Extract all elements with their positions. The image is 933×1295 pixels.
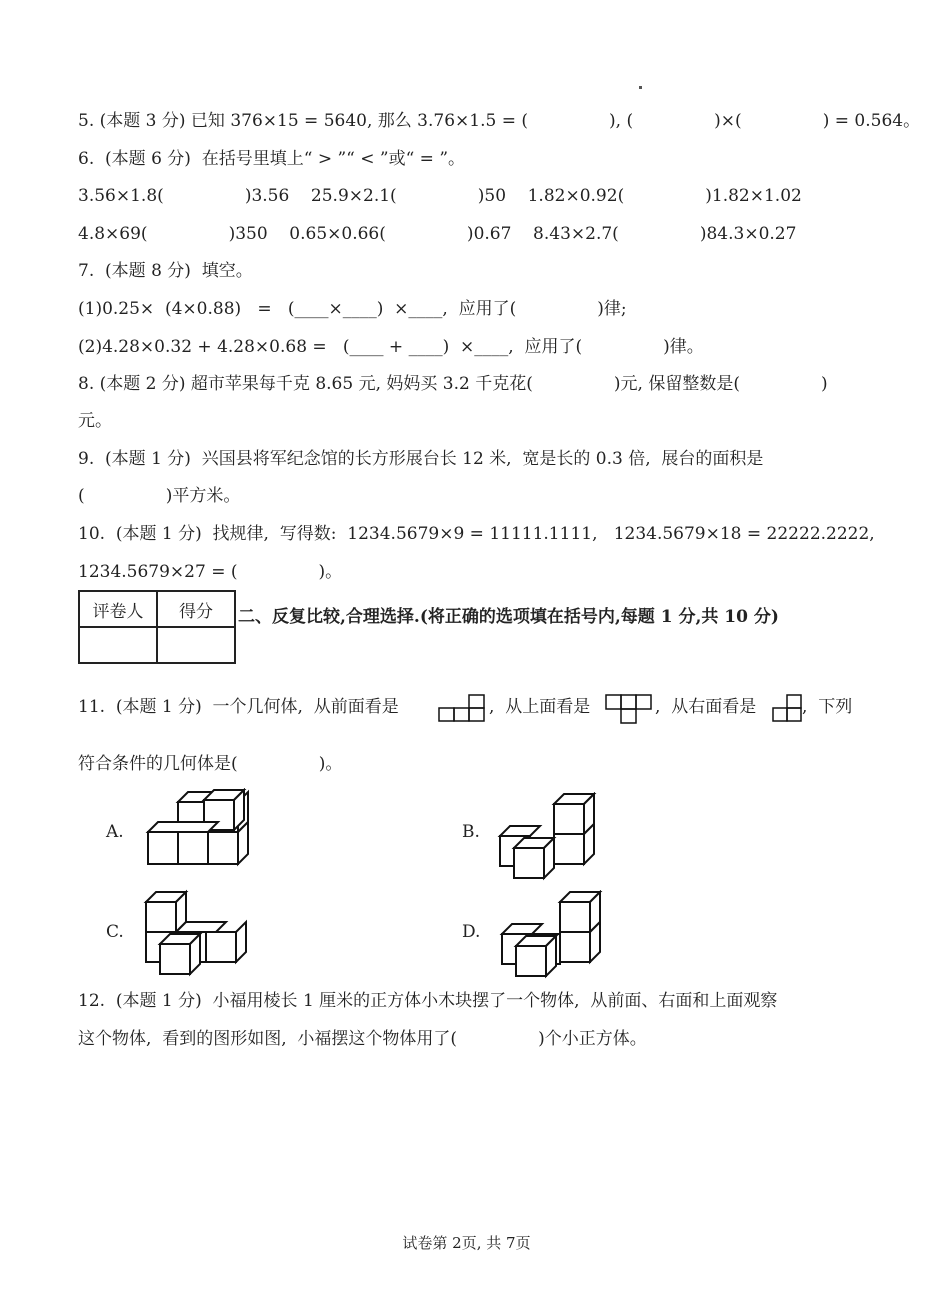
q11-text4: , 下列 (802, 697, 853, 717)
q11-text2: , 从上面看是 (489, 697, 591, 717)
q9-line1: 9. (本题 1 分) 兴国县将军纪念馆的长方形展台长 12 米, 宽是长的 0.3 倍, 展台的面积是 (78, 449, 764, 469)
option-d-label: D. (462, 922, 481, 942)
q12-line2: 这个物体, 看到的图形如图, 小福摆这个物体用了( )个小正方体。 (78, 1029, 647, 1049)
option-b-label: B. (462, 822, 480, 842)
option-b-figure (494, 792, 604, 884)
q11-text1: 11. (本题 1 分) 一个几何体, 从前面看是 (78, 697, 399, 717)
q10-line1: 10. (本题 1 分) 找规律, 写得数: 1234.5679×9 = 11111.1111, 1234.5679×18 = 22222.2222, (78, 524, 875, 544)
grader-header: 评卷人 (79, 591, 157, 627)
q6-title: 6. (本题 6 分) 在括号里填上“ > ”“ < ”或“ = ”。 (78, 149, 466, 169)
grader-cell (79, 627, 157, 663)
q11-text3: , 从右面看是 (655, 697, 757, 717)
page-footer: 试卷第 2页, 共 7页 (402, 1234, 531, 1252)
section-title: 二、反复比较,合理选择.(将正确的选项填在括号内,每题 1 分,共 10 分) (238, 607, 779, 627)
q11-line2: 符合条件的几何体是( )。 (78, 754, 343, 774)
q7-part1: (1)0.25× (4×0.88) = (____×____) ×____, 应用了( )律; (78, 299, 627, 319)
score-cell (157, 627, 235, 663)
front-view-figure (438, 693, 488, 723)
option-c-label: C. (106, 922, 124, 942)
score-table (78, 590, 236, 664)
q9-line2: ( )平方米。 (78, 486, 241, 506)
right-view-figure (772, 693, 804, 723)
option-a-figure (140, 788, 265, 870)
q8-line1: 8. (本题 2 分) 超市苹果每千克 8.65 元, 妈妈买 3.2 千克花( )元, 保留整数是( ) (78, 374, 828, 394)
q12-line1: 12. (本题 1 分) 小福用棱长 1 厘米的正方体小木块摆了一个物体, 从前面、右面和上面观察 (78, 991, 778, 1011)
q6-row1: 3.56×1.8( )3.56 25.9×2.1( )50 1.82×0.92( )1.82×1.02 (78, 186, 802, 206)
top-view-figure (605, 693, 655, 727)
q10-line2: 1234.5679×27 = ( )。 (78, 562, 343, 582)
q7-part2: (2)4.28×0.32 + 4.28×0.68 = (____ + ____) ×____, 应用了( )律。 (78, 337, 704, 357)
q7-title: 7. (本题 8 分) 填空。 (78, 261, 253, 281)
speck (639, 86, 642, 89)
q8-line2: 元。 (78, 411, 112, 431)
q5-line: 5. (本题 3 分) 已知 376×15 = 5640, 那么 3.76×1.5 = ( ), ( )×( ) = 0.564。 (78, 111, 921, 131)
option-c-figure (140, 888, 250, 980)
score-header: 得分 (157, 591, 235, 627)
option-a-label: A. (106, 822, 124, 842)
option-d-figure (494, 890, 609, 982)
q6-row2: 4.8×69( )350 0.65×0.66( )0.67 8.43×2.7( )84.3×0.27 (78, 224, 797, 244)
